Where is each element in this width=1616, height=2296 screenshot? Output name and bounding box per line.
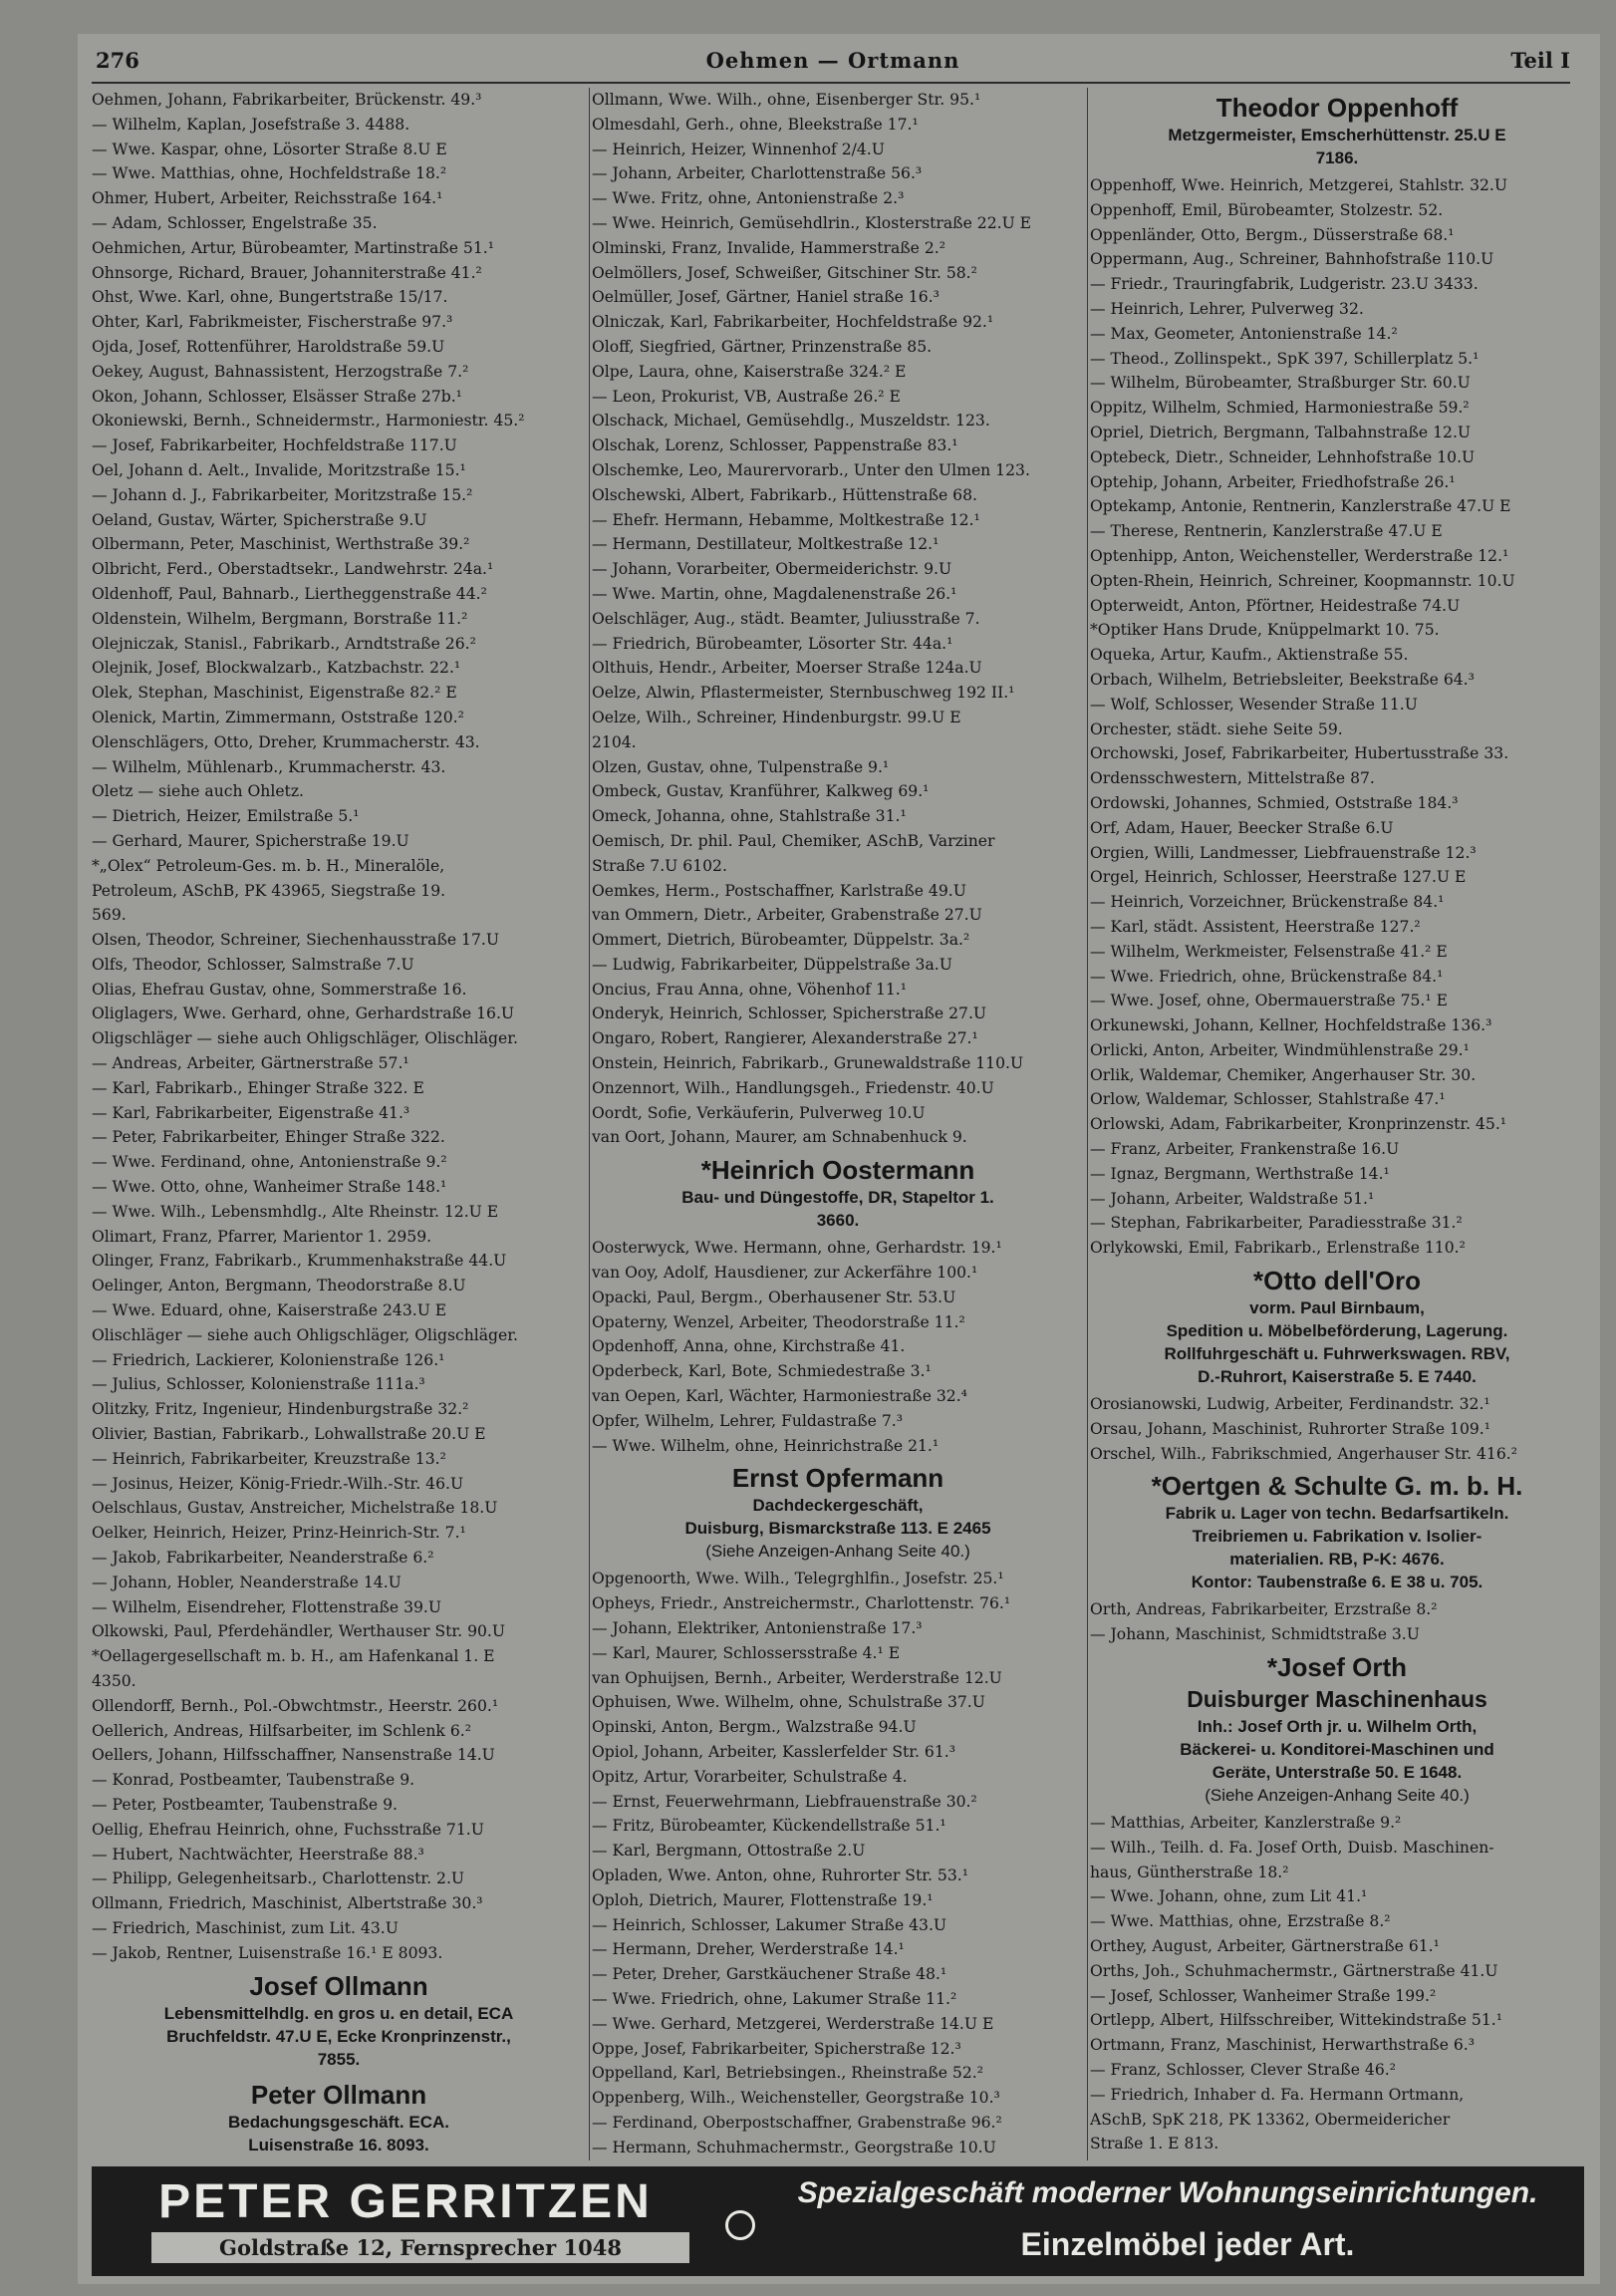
directory-entry: — Jakob, Fabrikarbeiter, Neanderstraße 6.² (92, 1549, 434, 1568)
ad-title: *Heinrich Oostermann (700, 1155, 975, 1186)
directory-entry: — Gerhard, Maurer, Spicherstraße 19.U (92, 831, 409, 850)
directory-entry: Ohmer, Hubert, Arbeiter, Reichsstraße 164.¹ (92, 189, 443, 208)
directory-entry: — Ehefr. Hermann, Hebamme, Moltkestraße 12.¹ (592, 510, 980, 529)
directory-entry: — Josef, Fabrikarbeiter, Hochfeldstraße 117.U (92, 436, 457, 455)
directory-entry: Opgenoorth, Wwe. Wilh., Telegrghlfin., Josefstr. 25.¹ (592, 1570, 1004, 1588)
directory-entry: Ortlepp, Albert, Hilfsschreiber, Wittekindstraße 51.¹ (1090, 2011, 1502, 2030)
directory-entry: — Peter, Fabrikarbeiter, Ehinger Straße 322. (92, 1128, 445, 1147)
ad-oertgen-schulte (1090, 1466, 1584, 1597)
directory-entry: Opinski, Anton, Bergm., Walzstraße 94.U (592, 1718, 917, 1737)
directory-entry: Ojda, Josef, Rottenführer, Haroldstraße 59.U (92, 337, 445, 356)
directory-entry: Ommert, Dietrich, Bürobeamter, Düppelstr. 3a.² (592, 931, 970, 950)
ad-line: vorm. Paul Birnbaum, (1249, 1298, 1425, 1318)
ad-line: Duisburg, Bismarckstraße 113. E 2465 (684, 1519, 991, 1539)
section-label: Teil I (1510, 48, 1570, 73)
directory-entry: Okon, Johann, Schlosser, Elsässer Straße 27b.¹ (92, 387, 462, 406)
ad-line: Rollfuhrgeschäft u. Fuhrwerkswagen. RBV, (1164, 1344, 1510, 1364)
directory-entry: van Oort, Johann, Maurer, am Schnabenhuck 9. (592, 1128, 967, 1147)
banner-slogan: Einzelmöbel jeder Art. (1020, 2226, 1355, 2262)
directory-entry: Orchowski, Josef, Fabrikarbeiter, Hubertusstraße 33. (1090, 744, 1509, 763)
directory-entry: Opitz, Artur, Vorarbeiter, Schulstraße 4. (592, 1767, 908, 1786)
directory-entry: — Wilh., Teilh. d. Fa. Josef Orth, Duisb. Maschinen- (1090, 1838, 1494, 1857)
directory-entry: — Hermann, Schuhmachermstr., Georgstraße 10.U (592, 2138, 996, 2156)
directory-entry: — Heinrich, Lehrer, Pulverweg 32. (1090, 299, 1364, 318)
ad-line: Lebensmittelhdlg. en gros u. en detail, ECA (163, 2003, 514, 2023)
directory-entry: — Stephan, Fabrikarbeiter, Paradiesstraße 31.² (1090, 1214, 1463, 1233)
page-header (96, 44, 1570, 80)
ad-josef-ollmann (92, 1966, 586, 2075)
directory-entry: Oemisch, Dr. phil. Paul, Chemiker, ASchB, Varziner (592, 831, 995, 850)
directory-entry: 4350. (92, 1672, 136, 1690)
directory-entry: Oosterwyck, Wwe. Hermann, ohne, Gerhardstr. 19.¹ (592, 1239, 1002, 1258)
banner-specialty: Spezialgeschäft moderner Wohnungseinrichtungen. (797, 2176, 1538, 2209)
directory-entry: Oeland, Gustav, Wärter, Spicherstraße 9.U (92, 510, 427, 529)
directory-entry: — Ignaz, Bergmann, Werthstraße 14.¹ (1090, 1164, 1390, 1183)
directory-entry: Olpe, Laura, ohne, Kaiserstraße 324.² E (592, 362, 907, 381)
directory-entry: — Friedr., Trauringfabrik, Ludgeristr. 23.U 3433. (1090, 275, 1479, 294)
directory-entry: — Wilhelm, Eisendreher, Flottenstraße 39.U (92, 1597, 442, 1616)
directory-entry: Orchester, städt. siehe Seite 59. (1090, 719, 1343, 738)
column-divider (589, 88, 590, 2160)
directory-entry: Opderbeck, Karl, Bote, Schmiedestraße 3.¹ (592, 1362, 932, 1381)
directory-entry: Opladen, Wwe. Anton, ohne, Ruhrorter Str. 53.¹ (592, 1866, 968, 1884)
directory-entry: — Friedrich, Inhaber d. Fa. Hermann Ortmann, (1090, 2085, 1465, 2104)
ad-line: Geräte, Unterstraße 50. E 1648. (1212, 1763, 1463, 1783)
directory-entry: Olkowski, Paul, Pferdehändler, Werthauser Str. 90.U (92, 1622, 506, 1641)
directory-entry: Orkunewski, Johann, Kellner, Hochfeldstraße 136.³ (1090, 1016, 1492, 1035)
ad-line: Fabrik u. Lager von techn. Bedarfsartikeln. (1165, 1504, 1509, 1524)
directory-entry: Olschak, Lorenz, Schlosser, Pappenstraße 83.¹ (592, 436, 958, 455)
ad-line: Treibriemen u. Fabrikation v. Isolier- (1192, 1527, 1482, 1547)
directory-entry: Ongaro, Robert, Rangierer, Alexanderstraße 27.¹ (592, 1029, 978, 1048)
ad-title: Peter Ollmann (250, 2079, 427, 2110)
ad-title: Ernst Opfermann (731, 1463, 944, 1494)
directory-entry: Orth, Andreas, Fabrikarbeiter, Erzstraße 8.² (1090, 1600, 1438, 1619)
directory-entry: Oelker, Heinrich, Heizer, Prinz-Heinrich-Str. 7.¹ (92, 1524, 466, 1543)
directory-entry: Opfer, Wilhelm, Lehrer, Fuldastraße 7.³ (592, 1411, 903, 1430)
ad-line: Kontor: Taubenstraße 6. E 38 u. 705. (1191, 1573, 1483, 1592)
directory-entry: Orths, Joh., Schuhmachermstr., Gärtnerstraße 41.U (1090, 1961, 1498, 1980)
directory-entry: Opdenhoff, Anna, ohne, Kirchstraße 41. (592, 1337, 906, 1356)
directory-entry: Olinger, Franz, Fabrikarb., Krummenhakstraße 44.U (92, 1252, 507, 1271)
ad-line: Dachdeckergeschäft, (752, 1496, 924, 1516)
directory-entry: — Wolf, Schlosser, Wesender Straße 11.U (1090, 695, 1418, 714)
directory-entry: Optebeck, Dietr., Schneider, Lehnhofstraße 10.U (1090, 447, 1476, 466)
directory-entry: *Oellagergesellschaft m. b. H., am Hafenkanal 1. E (92, 1647, 495, 1666)
ad-josef-orth (1090, 1647, 1584, 1811)
directory-entry: — Wwe. Fritz, ohne, Antonienstraße 2.³ (592, 189, 905, 208)
directory-entry: Oppenhoff, Emil, Bürobeamter, Stolzestr. 52. (1090, 200, 1444, 219)
directory-entry: van Ophuijsen, Bernh., Arbeiter, Werderstraße 12.U (592, 1668, 1002, 1687)
directory-entry: — Wilhelm, Bürobeamter, Straßburger Str. 60.U (1090, 374, 1471, 393)
ad-line: Bruchfeldstr. 47.U E, Ecke Kronprinzenstr., (166, 2026, 511, 2046)
directory-entry: Orbach, Wilhelm, Betriebsleiter, Beekstraße 64.³ (1090, 670, 1475, 689)
ad-line: Spedition u. Möbelbeförderung, Lagerung. (1166, 1321, 1508, 1341)
directory-entry: Opiol, Johann, Arbeiter, Kasslerfelder Str. 61.³ (592, 1743, 955, 1762)
directory-entry: Oppenberg, Wilh., Weichensteller, Georgstraße 10.³ (592, 2089, 1000, 2108)
directory-entry: — Hermann, Dreher, Werderstraße 14.¹ (592, 1940, 905, 1959)
directory-entry: Oelinger, Anton, Bergmann, Theodorstraße 8.U (92, 1277, 466, 1295)
directory-entry: Opriel, Dietrich, Bergmann, Talbahnstraße 12.U (1090, 423, 1472, 441)
directory-entry: Oekey, August, Bahnassistent, Herzogstraße 7.² (92, 362, 469, 381)
directory-entry: Olimart, Franz, Pfarrer, Marientor 1. 2959. (92, 1227, 432, 1246)
page-number: 276 (96, 48, 139, 73)
directory-entry: Olitzky, Fritz, Ingenieur, Hindenburgstraße 32.² (92, 1400, 469, 1419)
bottom-banner-ad (92, 2166, 1584, 2276)
directory-entry: Oellerich, Andreas, Hilfsarbeiter, im Schlenk 6.² (92, 1721, 471, 1740)
directory-entry: Olischläger — siehe auch Ohligschläger, Oligschläger. (92, 1325, 518, 1344)
directory-entry: — Hubert, Nachtwächter, Heerstraße 88.³ (92, 1845, 424, 1864)
directory-entry: — Heinrich, Schlosser, Lakumer Straße 43.U (592, 1915, 947, 1934)
directory-entry: — Johann d. J., Fabrikarbeiter, Moritzstraße 15.² (92, 485, 473, 504)
directory-entry: — Wwe. Wilhelm, ohne, Heinrichstraße 21.¹ (592, 1436, 940, 1455)
directory-entry: Oncius, Frau Anna, ohne, Vöhenhof 11.¹ (592, 980, 907, 999)
directory-entry: Ordensschwestern, Mittelstraße 87. (1090, 769, 1375, 788)
directory-entry: Oehmichen, Artur, Bürobeamter, Martinstraße 51.¹ (92, 238, 494, 257)
directory-entry: — Therese, Rentnerin, Kanzlerstraße 47.U E (1090, 522, 1443, 541)
directory-entry: Oppelland, Karl, Betriebsingen., Rheinstraße 52.² (592, 2064, 983, 2083)
ad-dell-oro (1090, 1261, 1584, 1392)
directory-entry: — Wwe. Wilh., Lebensmhdlg., Alte Rheinstr. 12.U E (92, 1202, 499, 1221)
directory-entry: haus, Güntherstraße 18.² (1090, 1863, 1289, 1881)
directory-entry: — Dietrich, Heizer, Emilstraße 5.¹ (92, 807, 360, 826)
page-title: Oehmen — Ortmann (705, 48, 960, 73)
ad-line: Luisenstraße 16. 8093. (248, 2135, 429, 2154)
directory-entry: Oppenhoff, Wwe. Heinrich, Metzgerei, Stahlstr. 32.U (1090, 176, 1508, 194)
directory-entry: Oelschlaus, Gustav, Anstreicher, Michelstraße 18.U (92, 1499, 498, 1518)
directory-entry: Ohter, Karl, Fabrikmeister, Fischerstraße 97.³ (92, 313, 453, 332)
directory-entry: Onzennort, Wilh., Handlungsgeh., Friedenstr. 40.U (592, 1078, 994, 1097)
directory-entry: — Johann, Hobler, Neanderstraße 14.U (92, 1573, 402, 1591)
directory-entry: Orlowski, Adam, Fabrikarbeiter, Kronprinzenstr. 45.¹ (1090, 1115, 1507, 1134)
directory-entry: — Theod., Zollinspekt., SpK 397, Schillerplatz 5.¹ (1090, 349, 1480, 368)
directory-entry: van Ooy, Adolf, Hausdiener, zur Ackerfähre 100.¹ (592, 1264, 978, 1283)
directory-entry: Oelmüller, Josef, Gärtner, Haniel straße 16.³ (592, 288, 940, 307)
directory-entry: 569. (92, 906, 127, 925)
ad-line: Bedachungsgeschäft. ECA. (228, 2112, 449, 2132)
directory-entry: Opaterny, Wenzel, Arbeiter, Theodorstraße 11.² (592, 1312, 965, 1331)
directory-entry: Petroleum, ASchB, PK 43965, Siegstraße 19. (92, 881, 446, 900)
directory-entry: Olmesdahl, Gerh., ohne, Bleekstraße 17.¹ (592, 115, 919, 134)
ad-subtitle: Duisburger Maschinenhaus (1187, 1686, 1487, 1713)
directory-entry: Ordowski, Johannes, Schmied, Oststraße 184.³ (1090, 793, 1459, 812)
directory-entry: Opacki, Paul, Bergm., Oberhausener Str. 53.U (592, 1288, 956, 1306)
directory-entry: — Wilhelm, Kaplan, Josefstraße 3. 4488. (92, 115, 410, 134)
directory-entry: Oelschläger, Aug., städt. Beamter, Juliusstraße 7. (592, 609, 980, 628)
directory-entry: — Wwe. Kaspar, ohne, Lösorter Straße 8.U E (92, 140, 447, 158)
directory-entry: Olivier, Bastian, Fabrikarb., Lohwallstraße 20.U E (92, 1425, 486, 1444)
banner-company-name: PETER GERRITZEN (158, 2175, 653, 2228)
directory-entry: — Wwe. Friedrich, ohne, Lakumer Straße 11.² (592, 1989, 957, 2008)
directory-entry: — Wwe. Ferdinand, ohne, Antonienstraße 9.² (92, 1153, 447, 1172)
directory-entry: Olschack, Michael, Gemüsehdlg., Muszeldstr. 123. (592, 412, 990, 430)
directory-entry: — Wwe. Johann, ohne, zum Lit 41.¹ (1090, 1887, 1368, 1906)
directory-entry: Oploh, Dietrich, Maurer, Flottenstraße 19.¹ (592, 1890, 934, 1909)
directory-entry: *Optiker Hans Drude, Knüppelmarkt 10. 75. (1090, 621, 1440, 640)
directory-entry: Orosianowski, Ludwig, Arbeiter, Ferdinandstr. 32.¹ (1090, 1395, 1490, 1414)
ad-title: Josef Ollmann (249, 1970, 428, 2001)
ad-title: *Josef Orth (1266, 1652, 1408, 1683)
directory-entry: Olek, Stephan, Maschinist, Eigenstraße 82.² E (92, 684, 457, 703)
directory-entry: Omeck, Johanna, ohne, Stahlstraße 31.¹ (592, 807, 907, 826)
directory-entry: — Peter, Dreher, Garstkäuchener Straße 48.¹ (592, 1965, 947, 1984)
directory-entry: Ollendorff, Bernh., Pol.-Obwchtmstr., Heerstr. 260.¹ (92, 1696, 499, 1715)
ad-line: Bäckerei- u. Konditorei-Maschinen und (1180, 1740, 1494, 1760)
ad-title: *Oertgen & Schulte G. m. b. H. (1151, 1471, 1523, 1502)
directory-entry: Olniczak, Karl, Fabrikarbeiter, Hochfeldstraße 92.¹ (592, 313, 994, 332)
directory-entry: Opten-Rhein, Heinrich, Schreiner, Koopmannstr. 10.U (1090, 571, 1515, 590)
directory-entry: — Heinrich, Fabrikarbeiter, Kreuzstraße 13.² (92, 1449, 446, 1468)
directory-entry: Orsau, Johann, Maschinist, Ruhrorter Straße 109.¹ (1090, 1419, 1491, 1438)
header-rule (92, 82, 1570, 84)
directory-entry: — Fritz, Bürobeamter, Kückendellstraße 51.¹ (592, 1817, 946, 1836)
directory-entry: — Wwe. Matthias, ohne, Erzstraße 8.² (1090, 1912, 1391, 1931)
directory-entry: Olenschlägers, Otto, Dreher, Krummacherstr. 43. (92, 732, 480, 751)
directory-entry: — Julius, Schlosser, Kolonienstraße 111a.³ (92, 1375, 425, 1394)
directory-entry: Orlow, Waldemar, Schlosser, Stahlstraße 47.¹ (1090, 1090, 1446, 1109)
directory-entry: Orlykowski, Emil, Fabrikarb., Erlenstraße 110.² (1090, 1239, 1466, 1258)
directory-entry: — Adam, Schlosser, Engelstraße 35. (92, 213, 378, 232)
ad-oppenhoff (1090, 88, 1584, 173)
directory-entry: Okoniewski, Bernh., Schneidermstr., Harmoniestr. 45.² (92, 412, 525, 430)
directory-entry: Oppermann, Aug., Schreiner, Bahnhofstraße 110.U (1090, 250, 1494, 269)
directory-page (78, 34, 1600, 2284)
directory-entry: Olbermann, Peter, Maschinist, Werthstraße 39.² (92, 535, 470, 554)
directory-entry: Oellers, Johann, Hilfsschaffner, Nansenstraße 14.U (92, 1746, 495, 1765)
directory-entry: — Karl, Maurer, Schlossersstraße 4.¹ E (592, 1643, 901, 1662)
directory-entry: Orthey, August, Arbeiter, Gärtnerstraße 61.¹ (1090, 1937, 1440, 1956)
directory-entry: Oppitz, Wilhelm, Schmied, Harmoniestraße 59.² (1090, 399, 1470, 418)
directory-entry: — Wwe. Martin, ohne, Magdalenenstraße 26.¹ (592, 584, 957, 603)
directory-entry: Olminski, Franz, Invalide, Hammerstraße 2.² (592, 238, 945, 257)
directory-entry: Olias, Ehefrau Gustav, ohne, Sommerstraße 16. (92, 980, 467, 999)
directory-entry: Oelze, Alwin, Pflastermeister, Sternbuschweg 192 II.¹ (592, 684, 1015, 703)
directory-entry: — Friedrich, Bürobeamter, Lösorter Str. 44a.¹ (592, 634, 953, 653)
directory-entry: Olsen, Theodor, Schreiner, Siechenhausstraße 17.U (92, 931, 499, 950)
directory-entry: — Andreas, Arbeiter, Gärtnerstraße 57.¹ (92, 1054, 409, 1073)
directory-entry: — Ludwig, Fabrikarbeiter, Düppelstraße 3a.U (592, 955, 952, 974)
directory-entry: ASchB, SpK 218, PK 13362, Obermeidericher (1090, 2110, 1451, 2129)
directory-entry: — Karl, Bergmann, Ottostraße 2.U (592, 1842, 866, 1861)
directory-entry: Ohnsorge, Richard, Brauer, Johanniterstraße 41.² (92, 263, 482, 282)
directory-entry: — Leon, Prokurist, VB, Austraße 26.² E (592, 387, 901, 406)
ad-line: Metzgermeister, Emscherhüttenstr. 25.U E (1168, 126, 1506, 144)
directory-entry: van Oepen, Karl, Wächter, Harmoniestraße 32.⁴ (592, 1387, 967, 1406)
directory-entry: — Philipp, Gelegenheitsarb., Charlottenstr. 2.U (92, 1869, 465, 1888)
banner-address: Goldstraße 12, Fernsprecher 1048 (151, 2232, 689, 2263)
directory-entry: Oel, Johann d. Aelt., Invalide, Moritzstraße 15.¹ (92, 460, 466, 479)
directory-entry: Oelze, Wilh., Schreiner, Hindenburgstr. 99.U E (592, 708, 961, 726)
directory-entry: Onderyk, Heinrich, Schlosser, Spicherstraße 27.U (592, 1004, 987, 1023)
directory-entry: — Matthias, Arbeiter, Kanzlerstraße 9.² (1090, 1814, 1402, 1833)
column-2 (592, 88, 1084, 2160)
directory-entry: Oldenhoff, Paul, Bahnarb., Liertheggenstraße 44.² (92, 584, 487, 603)
directory-entry: Opterweidt, Anton, Pförtner, Heidestraße 74.U (1090, 596, 1461, 615)
ad-phone: 7186. (1315, 148, 1359, 167)
directory-entry: Oletz — siehe auch Ohletz. (92, 782, 304, 801)
column-3 (1090, 88, 1584, 2160)
directory-entry: Olzen, Gustav, ohne, Tulpenstraße 9.¹ (592, 757, 890, 776)
directory-entry: Oellig, Ehefrau Heinrich, ohne, Fuchsstraße 71.U (92, 1820, 484, 1839)
directory-entry: — Wwe. Gerhard, Metzgerei, Werderstraße 14.U E (592, 2014, 994, 2033)
directory-entry: Oordt, Sofie, Verkäuferin, Pulverweg 10.U (592, 1103, 926, 1122)
directory-entry: Optekamp, Antonie, Rentnerin, Kanzlerstraße 47.U E (1090, 497, 1511, 516)
directory-entry: — Johann, Arbeiter, Waldstraße 51.¹ (1090, 1189, 1375, 1208)
directory-entry: Olbricht, Ferd., Oberstadtsekr., Landwehrstr. 24a.¹ (92, 560, 494, 579)
directory-entry: Oqueka, Artur, Kaufm., Aktienstraße 55. (1090, 646, 1409, 665)
directory-entry: — Johann, Arbeiter, Charlottenstraße 56.³ (592, 164, 923, 183)
directory-entry: Ortmann, Franz, Maschinist, Herwarthstraße 6.³ (1090, 2036, 1476, 2055)
directory-entry: — Heinrich, Vorzeichner, Brückenstraße 84.¹ (1090, 893, 1445, 912)
ad-note: (Siehe Anzeigen-Anhang Seite 40.) (705, 1542, 970, 1562)
directory-entry: Oloff, Siegfried, Gärtner, Prinzenstraße 85. (592, 337, 933, 356)
directory-entry: Straße 7.U 6102. (592, 856, 727, 875)
ad-oostermann (592, 1150, 1084, 1236)
directory-entry: Ollmann, Friedrich, Maschinist, Albertstraße 30.³ (92, 1894, 483, 1913)
directory-entry: — Ernst, Feuerwehrmann, Liebfrauenstraße 30.² (592, 1792, 977, 1811)
directory-entry: Orgien, Willi, Landmesser, Liebfrauenstraße 12.³ (1090, 843, 1477, 862)
directory-entry: — Ferdinand, Oberpostschaffner, Grabenstraße 96.² (592, 2113, 1002, 2132)
directory-entry: — Konrad, Postbeamter, Taubenstraße 9. (92, 1771, 415, 1790)
directory-entry (1090, 2156, 1584, 2160)
directory-entry: Olejnik, Josef, Blockwalzarb., Katzbachstr. 22.¹ (92, 659, 461, 678)
directory-entry: *„Olex“ Petroleum-Ges. m. b. H., Mineralöle, (92, 856, 445, 875)
directory-entry: Olenick, Martin, Zimmermann, Oststraße 120.² (92, 708, 464, 726)
ad-title: Theodor Oppenhoff (1215, 93, 1459, 123)
directory-entry: Oppenländer, Otto, Bergm., Düsserstraße 68.¹ (1090, 225, 1455, 244)
registered-mark-icon (725, 2210, 755, 2240)
directory-entry: — Friedrich, Lackierer, Kolonienstraße 126.¹ (92, 1350, 445, 1369)
directory-entry: — Peter, Postbeamter, Taubenstraße 9. (92, 1795, 398, 1814)
directory-entry: Oldenstein, Wilhelm, Bergmann, Borstraße 11.² (92, 609, 468, 628)
directory-entry: — Karl, Fabrikarb., Ehinger Straße 322. E (92, 1078, 424, 1097)
ad-title: *Otto dell'Oro (1253, 1266, 1421, 1296)
directory-entry: Ombeck, Gustav, Kranführer, Kalkweg 69.¹ (592, 782, 930, 801)
ad-peter-ollmann (92, 2075, 586, 2160)
directory-entry: Orlik, Waldemar, Chemiker, Angerhauser Str. 30. (1090, 1065, 1477, 1084)
directory-entry: — Max, Geometer, Antonienstraße 14.² (1090, 324, 1398, 343)
directory-entry: — Josef, Schlosser, Wanheimer Straße 199.² (1090, 1986, 1437, 2005)
column-divider (1087, 88, 1088, 2160)
directory-entry: Orgel, Heinrich, Schlosser, Heerstraße 127.U E (1090, 868, 1467, 887)
directory-entry: Oemkes, Herm., Postschaffner, Karlstraße 49.U (592, 881, 966, 900)
directory-entry: Onstein, Heinrich, Fabrikarb., Grunewaldstraße 110.U (592, 1054, 1024, 1073)
directory-entry: Orlicki, Anton, Arbeiter, Windmühlenstraße 29.¹ (1090, 1040, 1470, 1059)
directory-entry: — Wwe. Eduard, ohne, Kaiserstraße 243.U E (92, 1301, 447, 1320)
directory-entry: — Wilhelm, Werkmeister, Felsenstraße 41.² E (1090, 942, 1448, 961)
ad-phone: 7855. (317, 2049, 361, 2069)
directory-entry: van Ommern, Dietr., Arbeiter, Grabenstraße 27.U (592, 906, 982, 925)
directory-entry: — Franz, Arbeiter, Frankenstraße 16.U (1090, 1140, 1400, 1159)
directory-entry: — Wwe. Josef, ohne, Obermauerstraße 75.¹ E (1090, 992, 1448, 1010)
directory-entry: Oliglagers, Wwe. Gerhard, ohne, Gerhardstraße 16.U (92, 1004, 515, 1023)
ad-line: materialien. RB, P-K: 4676. (1229, 1550, 1445, 1570)
directory-entry: — Wwe. Matthias, ohne, Hochfeldstraße 18.² (92, 164, 447, 183)
ad-line: Inh.: Josef Orth jr. u. Wilhelm Orth, (1197, 1717, 1478, 1737)
ad-line: Bau- und Düngestoffe, DR, Stapeltor 1. (681, 1188, 994, 1208)
directory-entry: — Johann, Maschinist, Schmidtstraße 3.U (1090, 1625, 1420, 1644)
directory-entry: — Wilhelm, Mühlenarb., Krummacherstr. 43. (92, 757, 446, 776)
directory-entry: 2104. (592, 732, 637, 751)
directory-entry: Ollmann, Wwe. Wilh., ohne, Eisenberger Str. 95.¹ (592, 91, 981, 109)
ad-phone: 3660. (816, 1211, 860, 1231)
directory-entry: Oligschläger — siehe auch Ohligschläger, Olischläger. (92, 1029, 518, 1048)
ad-line: D.-Ruhrort, Kaiserstraße 5. E 7440. (1198, 1367, 1477, 1387)
directory-entry: Olschewski, Albert, Fabrikarb., Hüttenstraße 68. (592, 485, 977, 504)
directory-entry: Orf, Adam, Hauer, Beecker Straße 6.U (1090, 818, 1394, 837)
directory-entry: — Wwe. Friedrich, ohne, Brückenstraße 84.¹ (1090, 967, 1444, 986)
directory-entry: Optenhipp, Anton, Weichensteller, Werderstraße 12.¹ (1090, 546, 1509, 565)
directory-entry: Olschemke, Leo, Maurervorarb., Unter den Ulmen 123. (592, 460, 1030, 479)
directory-entry: Ophuisen, Wwe. Wilhelm, ohne, Schulstraße 37.U (592, 1693, 985, 1712)
directory-entry: Olfs, Theodor, Schlosser, Salmstraße 7.U (92, 955, 414, 974)
directory-entry: Olejniczak, Stanisl., Fabrikarb., Arndtstraße 26.² (92, 634, 476, 653)
directory-entry: — Johann, Elektriker, Antonienstraße 17.³ (592, 1619, 923, 1638)
directory-entry: — Wwe. Otto, ohne, Wanheimer Straße 148.¹ (92, 1178, 447, 1197)
directory-entry: Opheys, Friedr., Anstreichermstr., Charlottenstr. 76.¹ (592, 1594, 1011, 1613)
directory-entry: — Josinus, Heizer, König-Friedr.-Wilh.-Str. 46.U (92, 1474, 464, 1493)
directory-entry: — Karl, Fabrikarbeiter, Eigenstraße 41.³ (92, 1103, 410, 1122)
directory-entry: — Franz, Schlosser, Clever Straße 46.² (1090, 2061, 1396, 2080)
directory-entry: Olthuis, Hendr., Arbeiter, Moerser Straße 124a.U (592, 659, 982, 678)
directory-entry: — Johann, Vorarbeiter, Obermeiderichstr. 9.U (592, 560, 952, 579)
directory-entry: Straße 1. E 813. (1090, 2135, 1219, 2153)
directory-entry: — Heinrich, Heizer, Winnenhof 2/4.U (592, 140, 885, 158)
directory-entry: Oehmen, Johann, Fabrikarbeiter, Brückenstr. 49.³ (92, 91, 482, 109)
directory-entry: Oelmöllers, Josef, Schweißer, Gitschiner Str. 58.² (592, 263, 977, 282)
directory-entry: Oppe, Josef, Fabrikarbeiter, Spicherstraße 12.³ (592, 2039, 961, 2058)
directory-entry: — Jakob, Rentner, Luisenstraße 16.¹ E 8093. (92, 1943, 443, 1962)
directory-entry: — Wwe. Heinrich, Gemüsehdlrin., Klosterstraße 22.U E (592, 213, 1032, 232)
ad-opfermann (592, 1458, 1084, 1567)
directory-entry: — Karl, städt. Assistent, Heerstraße 127.² (1090, 917, 1421, 936)
ad-note: (Siehe Anzeigen-Anhang Seite 40.) (1205, 1786, 1470, 1806)
directory-entry: — Hermann, Destillateur, Moltkestraße 12.¹ (592, 535, 940, 554)
directory-entry: Orschel, Wilh., Fabrikschmied, Angerhauser Str. 416.² (1090, 1444, 1517, 1463)
column-1 (92, 88, 586, 2160)
directory-entry: Optehip, Johann, Arbeiter, Friedhofstraße 26.¹ (1090, 472, 1456, 491)
directory-entry: Ohst, Wwe. Karl, ohne, Bungertstraße 15/17. (92, 288, 448, 307)
directory-entry: — Friedrich, Maschinist, zum Lit. 43.U (92, 1918, 399, 1937)
